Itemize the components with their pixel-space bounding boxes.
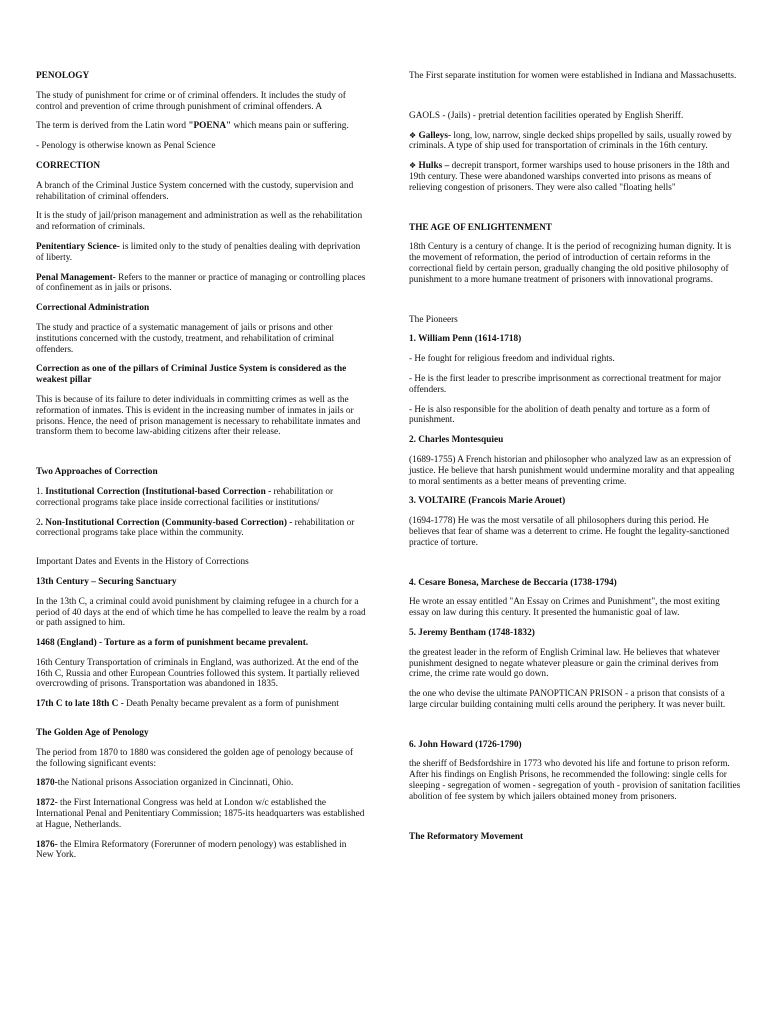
weakest-pillar-heading: Correction as one of the pillars of Criminal Justice System is considered as the weakest pillar bbox=[36, 364, 347, 386]
bentham-heading: 5. Jeremy Bentham (1748-1832) bbox=[409, 627, 535, 638]
gaols-definition: GAOLS - (Jails) - pretrial detention facilities operated by English Sheriff. bbox=[409, 110, 684, 121]
diamond-bullet-icon: ❖ bbox=[409, 161, 417, 171]
spacer bbox=[409, 720, 741, 740]
spacer bbox=[409, 203, 741, 223]
event-1872-year: 1872- bbox=[36, 798, 58, 809]
correction-definition: A branch of the Criminal Justice System concerned with the custody, supervision and rehabilitation of criminal offenders. bbox=[36, 180, 354, 202]
approach-2-def: rehabilitation or correctional programs take place within the community. bbox=[36, 517, 355, 539]
year-1468-text: 16th Century Transportation of criminals in England, was authorized. At the end of the 16th C, Russia and other European Countries followed this system. It partially relieved overcrowding of prisons. Transportation was abandoned in 1835. bbox=[36, 657, 360, 690]
poena-pre: The term is derived from the Latin word bbox=[36, 121, 189, 132]
dates-heading: Important Dates and Events in the History of Corrections bbox=[36, 557, 249, 568]
william-penn-point-1: - He fought for religious freedom and individual rights. bbox=[409, 354, 615, 365]
year-1468-heading: 1468 (England) - Torture as a form of punishment became prevalent. bbox=[36, 638, 309, 649]
penal-science-note: - Penology is otherwise known as Penal Science bbox=[36, 141, 216, 152]
approach-1 bbox=[36, 487, 366, 509]
montesquieu-text: (1689-1755) A French historian and philosopher who analyzed law as an expression of justice. He believe that harsh punishment would undermine morality and that appealing to moral sentiments as a better means of preventing crime. bbox=[409, 454, 735, 487]
poena-post: which means pain or suffering. bbox=[231, 121, 349, 132]
penitentiary-science-paragraph bbox=[36, 242, 366, 264]
golden-age-text: The period from 1870 to 1880 was considered the golden age of penology because of the following significant events: bbox=[36, 747, 354, 769]
william-penn-point-3: - He is also responsible for the abolition of death penalty and torture as a form of punishment. bbox=[409, 404, 711, 426]
approach-1-term: Institutional Correction (Institutional-based Correction - bbox=[45, 486, 272, 497]
approach-1-number: 1. bbox=[36, 486, 46, 497]
century-17-def: Death Penalty became prevalent as a form of punishment bbox=[123, 699, 339, 710]
spacer bbox=[409, 91, 741, 111]
enlightenment-heading: THE AGE OF ENLIGHTENMENT bbox=[409, 222, 553, 233]
william-penn-point-2: - He is the first leader to prescribe imprisonment as correctional treatment for major offenders. bbox=[409, 373, 722, 395]
right-column bbox=[409, 71, 741, 851]
spacer bbox=[36, 719, 366, 728]
galleys-term: Galleys- bbox=[418, 130, 452, 141]
voltaire-heading: 3. VOLTAIRE (Francois Marie Arouet) bbox=[409, 496, 566, 507]
galleys-paragraph bbox=[409, 131, 741, 153]
approach-1-def: rehabilitation or correctional programs take place inside correctional facilities or institutions/ bbox=[36, 486, 334, 508]
poena-word: "POENA" bbox=[188, 121, 232, 132]
event-1872 bbox=[36, 798, 366, 830]
left-column bbox=[36, 71, 366, 870]
beccaria-text: He wrote an essay entitled "An Essay on Crimes and Punishment", the most exiting essay on law during this century. It presented the humanistic goal of law. bbox=[409, 597, 720, 619]
century-13-text: In the 13th C, a criminal could avoid punishment by claiming refugee in a church for a period of 40 days at the end of which time he has compelled to leave the realm by a road or path assigned to him. bbox=[36, 596, 366, 629]
spacer bbox=[409, 812, 741, 832]
approach-2-number: 2 bbox=[36, 517, 41, 528]
penal-management-paragraph bbox=[36, 273, 366, 295]
montesquieu-heading: 2. Charles Montesquieu bbox=[409, 435, 504, 446]
diamond-bullet-icon: ❖ bbox=[409, 130, 417, 140]
penology-definition: The study of punishment for crime or of criminal offenders. It includes the study of control and prevention of crime through punishment of criminal offenders. A bbox=[36, 90, 346, 112]
enlightenment-text: 18th Century is a century of change. It is the period of recognizing human dignity. It is the movement of reformation, the period of introduction of certain reforms in the correctional field by certain person, gradually changing the old positive philosophy of punishment to a more humane treatment of prisoners with innovational programs. bbox=[409, 242, 732, 285]
event-1876-text: the Elmira Reformatory (Forerunner of modern penology) was established in New York. bbox=[36, 839, 347, 861]
spacer bbox=[36, 548, 366, 557]
event-1870-year: 1870- bbox=[36, 778, 58, 789]
penal-management-def: Refers to the manner or practice of managing or controlling places of confinement as in jails or prisons. bbox=[36, 272, 366, 294]
correctional-admin-heading: Correctional Administration bbox=[36, 303, 150, 314]
penology-heading: PENOLOGY bbox=[36, 71, 90, 81]
spacer bbox=[409, 558, 741, 578]
event-1872-text: the First International Congress was held at London w/c established the International Penal and Penitentiary Commission; 1875-its headquarters was established at Hague, Netherlands. bbox=[36, 798, 365, 830]
penitentiary-science-def: is limited only to the study of penalties dealing with deprivation of liberty. bbox=[36, 241, 361, 263]
century-17-paragraph bbox=[36, 699, 366, 710]
penal-management-term: Penal Management- bbox=[36, 272, 116, 283]
hulks-paragraph bbox=[409, 161, 741, 193]
penitentiary-science-term: Penitentiary Science- bbox=[36, 241, 120, 252]
spacer bbox=[36, 447, 366, 467]
bentham-panoptican: the one who devise the ultimate PANOPTICAN PRISON - a prison that consists of a large circular building containing multi cells around the periphery. It was never built. bbox=[409, 689, 726, 710]
event-1870 bbox=[36, 778, 366, 789]
women-institution: The First separate institution for women were established in Indiana and Massachusetts. bbox=[409, 71, 737, 81]
century-17-term: 17th C to late 18th C - bbox=[36, 699, 124, 710]
pioneers-heading: The Pioneers bbox=[409, 314, 458, 325]
golden-age-heading: The Golden Age of Penology bbox=[36, 728, 149, 739]
john-howard-heading: 6. John Howard (1726-1790) bbox=[409, 739, 522, 750]
voltaire-text: (1694-1778) He was the most versatile of all philosophers during this period. He believes that fear of shame was a deterrent to crime. He fought the legality-sanctioned practice of torture. bbox=[409, 516, 730, 548]
correctional-admin-definition: The study and practice of a systematic management of jails or prisons and other institutions concerned with the custody, treatment, and rehabilitation of criminal offenders. bbox=[36, 322, 335, 355]
century-13-heading: 13th Century – Securing Sanctuary bbox=[36, 576, 177, 587]
hulks-def: decrepit transport, former warships used to house prisoners in the 18th and 19th century. These were abandoned warships converted into prisons as means of relieving congestion of prisoners. They were also called "floating hells" bbox=[409, 161, 730, 193]
reformatory-movement-heading: The Reformatory Movement bbox=[409, 831, 524, 842]
event-1876 bbox=[36, 840, 366, 862]
approach-2-term: . Non-Institutional Correction (Community-based Correction) - bbox=[40, 517, 293, 528]
hulks-term: Hulks – bbox=[418, 161, 450, 172]
event-1876-year: 1876- bbox=[36, 839, 58, 850]
approach-2 bbox=[36, 518, 366, 540]
poena-paragraph bbox=[36, 121, 366, 132]
william-penn-heading: 1. William Penn (1614-1718) bbox=[409, 334, 522, 345]
beccaria-heading: 4. Cesare Bonesa, Marchese de Beccaria (1738-1794) bbox=[409, 577, 617, 588]
correction-study: It is the study of jail/prison management and administration as well as the rehabilitation and reformation of criminals. bbox=[36, 211, 363, 233]
bentham-text: the greatest leader in the reform of English Criminal law. He believes that whatever punishment designed to negate whatever pleasure or gain the criminal derives from crime, the crime rate would go down. bbox=[409, 647, 720, 680]
weakest-pillar-text: This is because of its failure to deter individuals in committing crimes as well as the reformation of inmates. This is evident in the increasing number of inmates in jails or prisons. Hence, the need of prison management is necessary to rehabilitate inmates and transform them to become law-abiding citizens after their release. bbox=[36, 394, 361, 438]
spacer bbox=[409, 295, 741, 315]
john-howard-text: the sheriff of Bedsfordshire in 1773 who devoted his life and fortune to prison reform. After his findings on English Prisons, he recommended the following: single cells for sleeping - segregation of women - segregation of youth - provision of sanitation facilities abolition of fee system by which jailers obtained money from prisoners. bbox=[409, 759, 741, 802]
galleys-def: long, low, narrow, single decked ships propelled by sails, usually rowed by criminals. A type of ship used for transportation of criminals in the 16th century. bbox=[409, 130, 732, 152]
event-1870-text: the National prisons Association organized in Cincinnati, Ohio. bbox=[57, 778, 294, 789]
correction-heading: CORRECTION bbox=[36, 160, 101, 171]
approaches-heading: Two Approaches of Correction bbox=[36, 467, 158, 478]
